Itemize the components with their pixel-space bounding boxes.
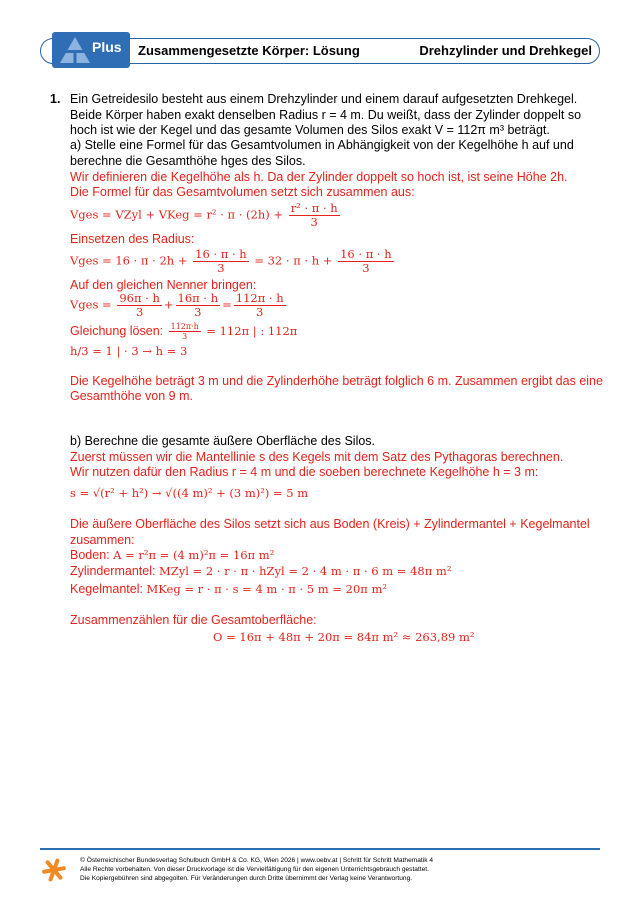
solve-equation-line [70,322,297,341]
footer-line-3: Die Kopiergebühren sind abgegolten. Für Veränderungen durch Dritte übernimmt der Verlag keine Verantwortung. [80,875,413,882]
surface-line-1: Die äußere Oberfläche des Silos setzt sich aus Boden (Kreis) + Zylindermantel + Kegelmantel [70,517,590,531]
solve-result: h/3 = 1 | · 3 → h = 3 [70,344,188,358]
question-a-line-2: berechne die Gesamthöhe hges des Silos. [70,154,306,168]
radius-formula-fraction-1 [193,248,249,275]
solve-fraction [169,322,201,341]
question-a-line-1: a) Stelle eine Formel für das Gesamtvolumen in Abhängigkeit von der Kegelhöhe h auf und [70,138,574,152]
intro-line-2: Beide Körper haben exakt denselben Radius r = 4 m. Du weißt, dass der Zylinder doppelt so [70,108,582,122]
volume-formula-fraction [289,202,340,229]
cone-mantle-line [70,582,387,597]
common-formula-left: Vges = [70,297,112,312]
sparkle-icon [40,856,68,889]
cylinder-mantle-label: Zylindermantel: [70,564,156,578]
pythagoras-formula: s = √(r² + h²) → √((4 m)² + (3 m)²) = 5 m [70,486,309,500]
fraction-112 [234,292,286,319]
fraction-denominator: 3 [217,261,225,275]
fraction-96 [117,292,162,319]
task-number: 1. [50,92,61,106]
fraction-denominator: 3 [256,305,264,319]
question-b: b) Berechne die gesamte äußere Oberfläche des Silos. [70,434,376,448]
total-surface-formula: O = 16π + 48π + 20π = 84π m² ≈ 263,89 m² [213,630,475,644]
footer-divider [40,848,600,850]
sum-label: Zusammenzählen für die Gesamtoberfläche: [70,613,317,627]
intro-line-3: hoch ist wie der Kegel und das gesamte Volumen des Silos exakt V = 112π m³ beträgt. [70,123,550,137]
solution-b-line-2: Wir nutzen dafür den Radius r = 4 m und die soeben berechnete Kegelhöhe h = 3 m: [70,465,539,479]
fraction-denominator: 3 [362,261,370,275]
fraction-denominator: 3 [182,332,188,341]
fraction-numerator: 112π · h [235,291,284,305]
cone-mantle-formula: MKeg = r · π · s = 4 m · π · 5 m = 20π m² [146,582,388,596]
triangle-logo-icon [58,35,92,65]
cone-mantle-label: Kegelmantel: [70,582,143,596]
footer-line-2: Alle Rechte vorbehalten. Von dieser Druckvorlage ist die Vervielfältigung für den eigenen Unterrichtsgebrauch gestattet. [80,866,429,873]
solution-a-line-2: Die Formel für das Gesamtvolumen setzt sich zusammen aus: [70,185,415,199]
solution-a-line-1: Wir definieren die Kegelhöhe als h. Da der Zylinder doppelt so hoch ist, ist seine Höhe 2h. [70,170,568,184]
cylinder-mantle-line [70,564,451,579]
footer-line-1: © Österreichischer Bundesverlag Schulbuch GmbH & Co. KG, Wien 2026 | www.oebv.at | Schritt für Schritt Mathematik 4 [80,857,434,864]
fraction-numerator: 16 · π · h [195,247,247,261]
logo-text: Plus [92,39,122,55]
page-topic: Drehzylinder und Drehkegel [419,43,592,58]
volume-formula-left: Vges = VZyl + VKeg = r² · π · (2h) + [70,207,284,222]
radius-formula-middle: = 32 · π · h + [254,253,333,268]
insert-radius-label: Einsetzen des Radius: [70,232,195,246]
floor-area-label: Boden: [70,548,110,562]
fraction-denominator: 3 [194,305,202,319]
volume-formula [70,202,342,229]
intro-line-1: Ein Getreidesilo besteht aus einem Drehzylinder und einem darauf aufgesetzten Drehkegel. [70,92,578,106]
floor-area-line [70,548,274,563]
solution-b-line-1: Zuerst müssen wir die Mantellinie s des Kegels mit dem Satz des Pythagoras berechnen. [70,450,564,464]
result-a-line-2: Gesamthöhe von 9 m. [70,389,193,403]
solve-equation-right: = 112π | : 112π [206,323,298,338]
radius-formula-fraction-2 [338,248,394,275]
fraction-numerator: 112π·h [170,322,199,331]
fraction-denominator: 3 [310,215,318,229]
surface-line-2: zusammen: [70,533,135,547]
footer-copyright [80,856,433,883]
result-a-line-1: Die Kegelhöhe beträgt 3 m und die Zylinderhöhe beträgt folglich 6 m. Zusammen ergibt das eine [70,374,603,388]
fraction-numerator: r² · π · h [290,201,338,215]
radius-formula [70,248,396,275]
fraction-denominator: 3 [135,305,144,319]
radius-formula-left: Vges = 16 · π · 2h + [70,253,188,268]
fraction-numerator: 16 · π · h [340,247,392,261]
cylinder-mantle-formula: MZyl = 2 · r · π · hZyl = 2 · 4 m · π · 6 m = 48π m² [158,564,452,578]
solve-equation-label: Gleichung lösen: [70,323,164,338]
fraction-numerator: 96π · h [119,291,160,305]
floor-area-formula: A = r²π = (4 m)²π = 16π m² [113,548,275,562]
fraction-numerator: 16π · h [177,291,219,305]
common-denominator-formula: Vges = $\frac{96\pi \cdot h}{3}$ + $\frac{16\pi \cdot h}{3}$ = $\frac{112\pi \cdot h}{3}$ [70,291,284,319]
fraction-16 [176,292,221,319]
common-denominator-label: Auf den gleichen Nenner bringen: [70,278,257,292]
page-title: Zusammengesetzte Körper: Lösung [138,43,360,58]
plus-logo [52,32,130,68]
